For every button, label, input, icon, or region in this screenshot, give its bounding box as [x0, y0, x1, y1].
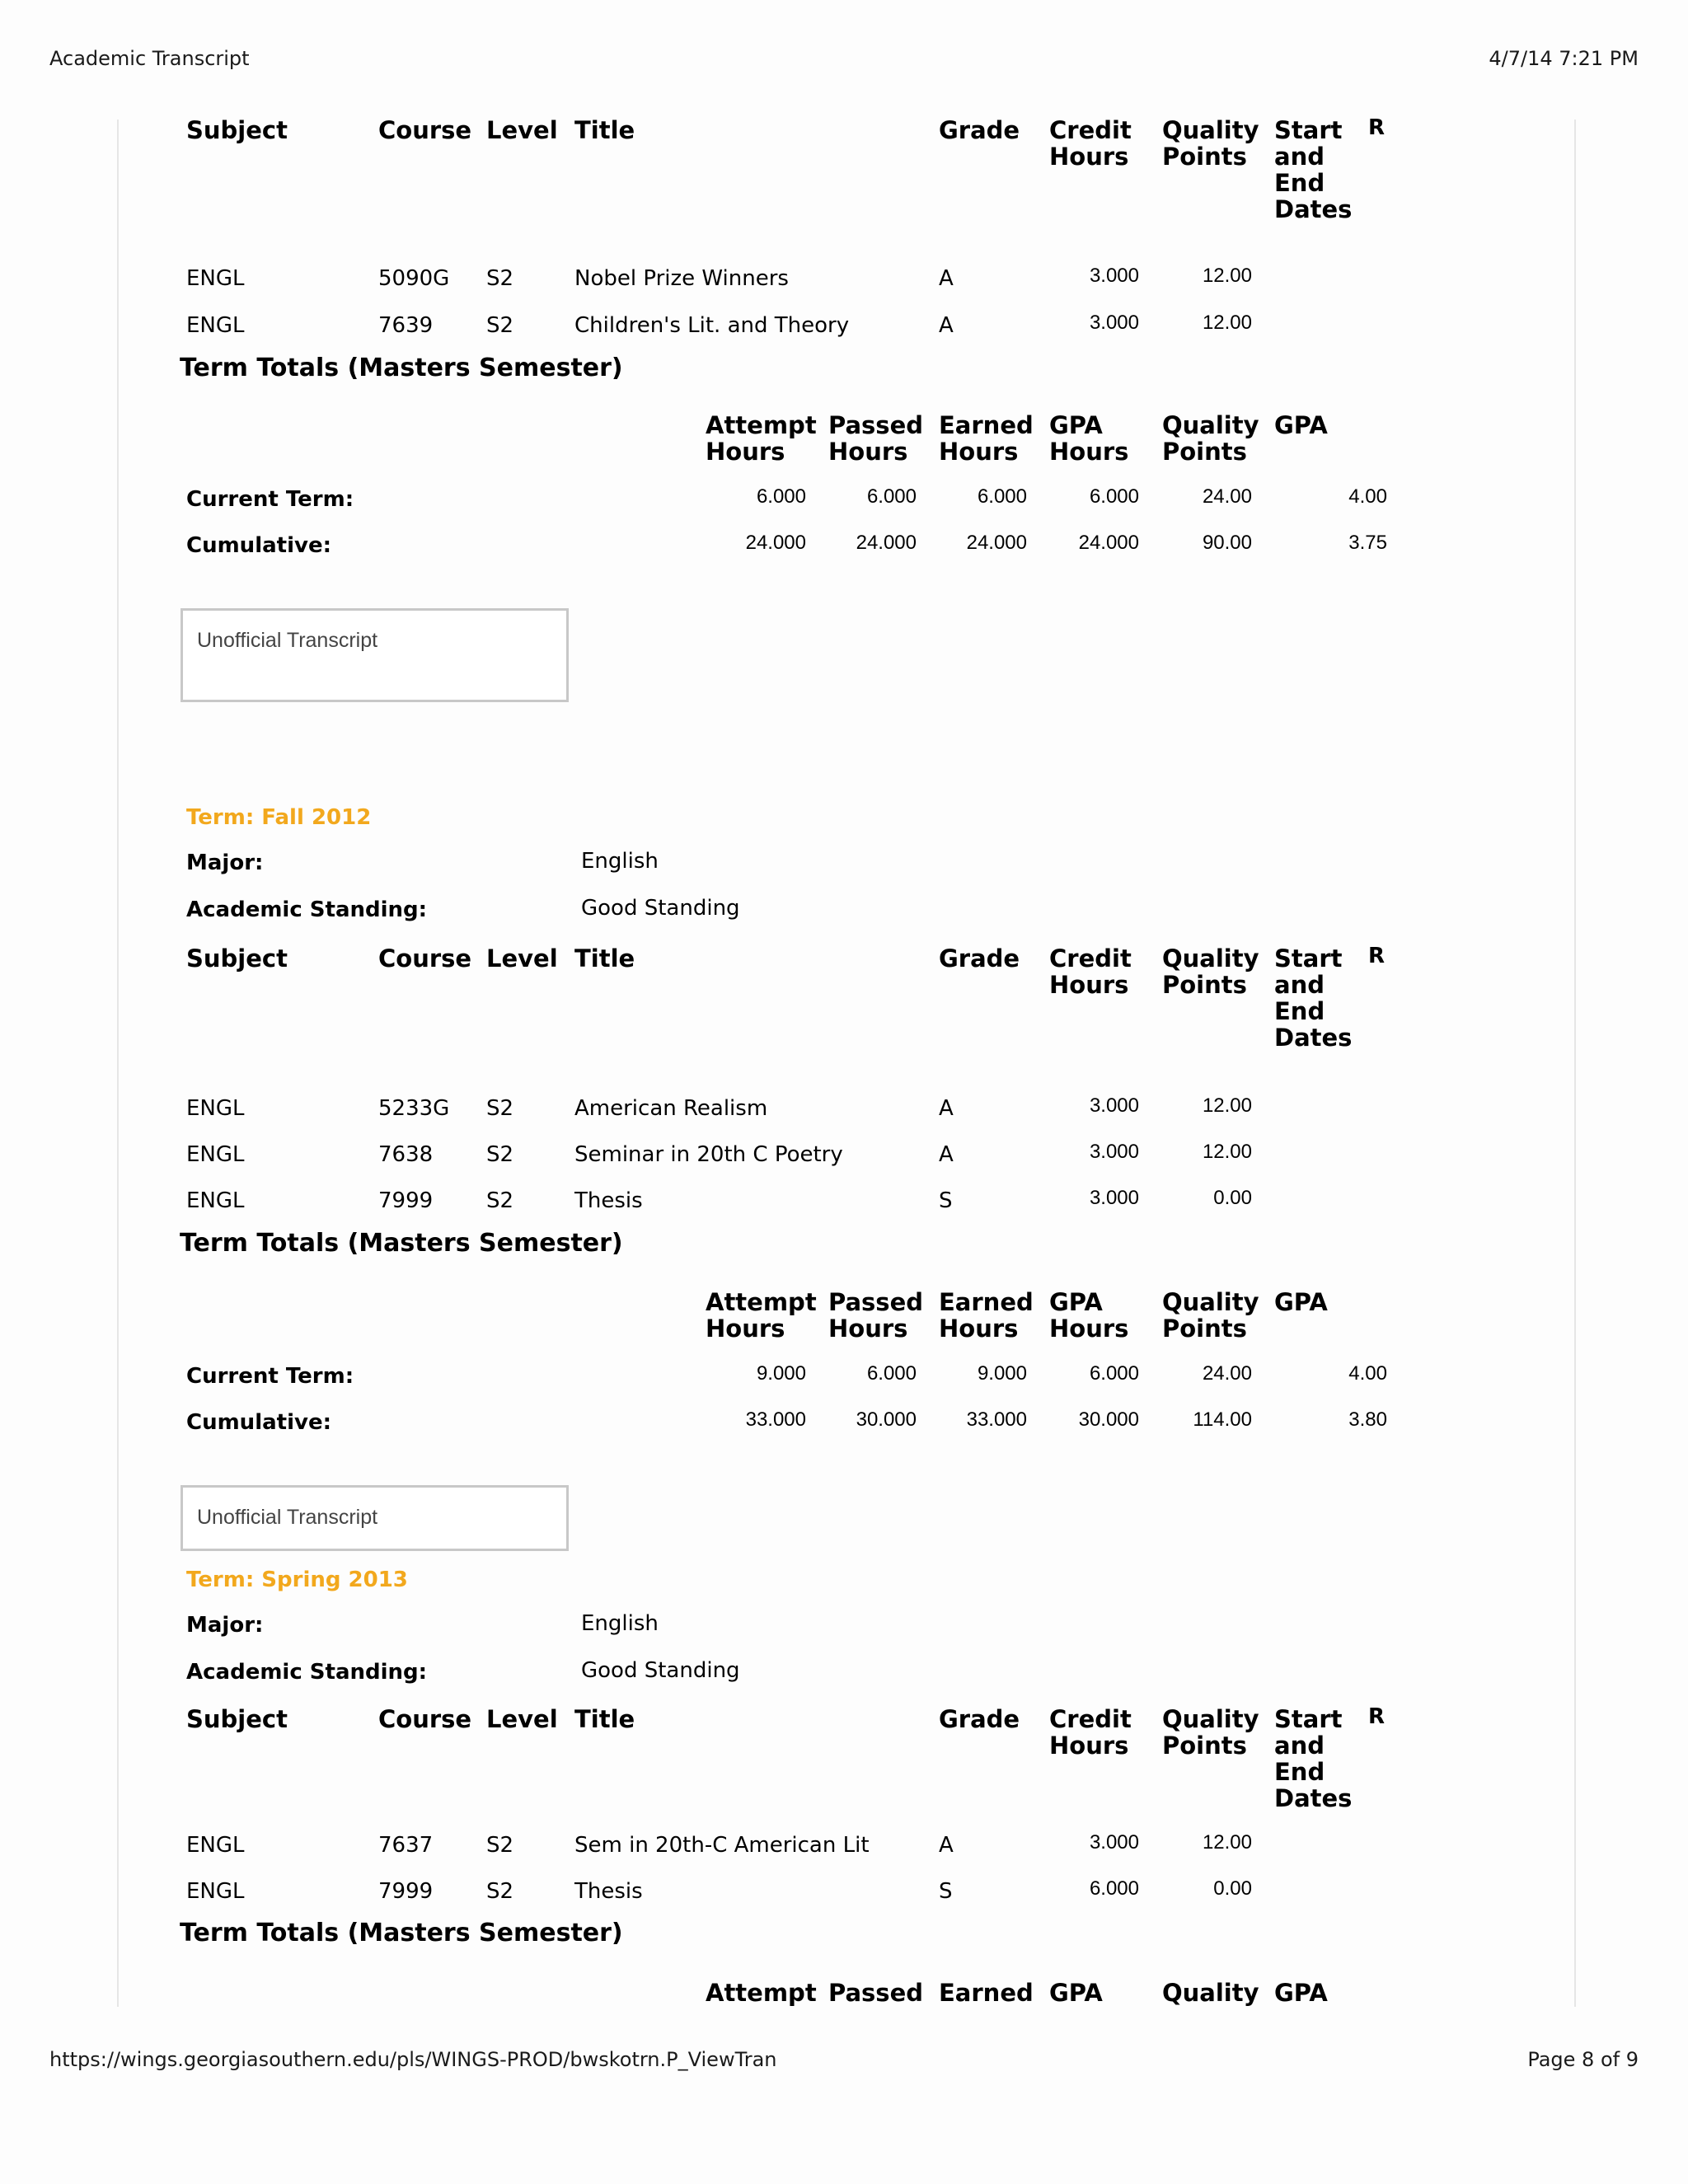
sec0-current-gpa_hours: 6.000	[1089, 485, 1139, 508]
sec0-current-passed: 6.000	[866, 485, 917, 508]
sec1-col-course: Course	[378, 944, 472, 972]
sec0-row1-title: Children's Lit. and Theory	[574, 313, 850, 338]
sec1-tot-hdr-passed: Passed Hours	[828, 1288, 923, 1343]
sec1-row0-course: 5233G	[378, 1096, 450, 1121]
sec0-row0-quality-points: 12.00	[1202, 265, 1252, 287]
sec1-current-earned: 9.000	[977, 1362, 1027, 1385]
sec1-cumulative-passed: 30.000	[856, 1408, 917, 1431]
sec1-unofficial-transcript-label: Unofficial Transcript	[197, 1506, 378, 1529]
sec1-tot-hdr-qp: Quality Points	[1162, 1288, 1259, 1343]
sec2-row1-credit-hours: 6.000	[1089, 1877, 1139, 1900]
sec1-row2-credit-hours: 3.000	[1089, 1187, 1139, 1209]
sec2-row1-quality-points: 0.00	[1213, 1877, 1252, 1900]
sec2-col-title: Title	[574, 1705, 635, 1733]
sec1-row2-grade: S	[939, 1188, 953, 1213]
sec2-col-level: Level	[486, 1705, 558, 1733]
sec0-col-title: Title	[574, 116, 635, 144]
sec2-term-heading: Term: Spring 2013	[186, 1568, 408, 1592]
sec1-row1-credit-hours: 3.000	[1089, 1141, 1139, 1163]
sec1-row0-subject: ENGL	[186, 1096, 245, 1121]
sec1-cumulative-gpa_hours: 30.000	[1078, 1408, 1139, 1431]
sec2-col-credit-hours: Credit Hours	[1049, 1705, 1132, 1760]
sec1-col-r: R	[1368, 944, 1386, 968]
page-header-datetime: 4/7/14 7:21 PM	[1489, 47, 1639, 70]
sec1-col-subject: Subject	[186, 944, 288, 972]
sec0-current-gpa: 4.00	[1348, 485, 1387, 508]
sec2-col-grade: Grade	[939, 1705, 1020, 1733]
sec2-tot-hdr-qp: Quality	[1162, 1979, 1259, 2007]
sec0-current-attempt: 6.000	[756, 485, 806, 508]
sec2-row0-quality-points: 12.00	[1202, 1831, 1252, 1854]
sec0-col-r: R	[1368, 115, 1386, 140]
sec1-cumulative-earned: 33.000	[966, 1408, 1027, 1431]
sec1-major-value: English	[581, 849, 659, 874]
sec1-row2-subject: ENGL	[186, 1188, 245, 1213]
sec2-row0-subject: ENGL	[186, 1833, 245, 1858]
sec0-unofficial-transcript-box	[181, 608, 569, 702]
sec1-current-qp: 24.00	[1202, 1362, 1252, 1385]
sec2-standing-value: Good Standing	[581, 1658, 740, 1683]
sec1-row1-title: Seminar in 20th C Poetry	[574, 1142, 843, 1167]
sec0-tot-hdr-earned: Earned Hours	[939, 411, 1034, 466]
sec2-tot-hdr-attempt: Attempt	[706, 1979, 817, 2007]
sec0-current-label: Current Term:	[186, 487, 354, 512]
sec1-col-title: Title	[574, 944, 635, 972]
sec0-col-grade: Grade	[939, 116, 1020, 144]
sec0-row1-grade: A	[939, 313, 954, 338]
sec0-cumulative-passed: 24.000	[856, 532, 917, 554]
sec0-row1-level: S2	[486, 313, 514, 338]
sec2-standing-label: Academic Standing:	[186, 1660, 428, 1685]
sec1-current-passed: 6.000	[866, 1362, 917, 1385]
sec1-cumulative-label: Cumulative:	[186, 1410, 331, 1435]
sec1-unofficial-transcript-box	[181, 1485, 569, 1551]
sec2-row0-level: S2	[486, 1833, 514, 1858]
frame-right-border	[1574, 120, 1576, 2007]
sec0-cumulative-label: Cumulative:	[186, 533, 331, 558]
sec2-tot-hdr-earned: Earned	[939, 1979, 1034, 2007]
sec1-tot-hdr-earned: Earned Hours	[939, 1288, 1034, 1343]
sec0-row0-title: Nobel Prize Winners	[574, 266, 789, 291]
sec0-col-quality-points: Quality Points	[1162, 116, 1259, 171]
sec2-row1-subject: ENGL	[186, 1879, 245, 1904]
sec0-col-subject: Subject	[186, 116, 288, 144]
sec2-row1-title: Thesis	[574, 1879, 643, 1904]
sec0-current-earned: 6.000	[977, 485, 1027, 508]
sec0-col-course: Course	[378, 116, 472, 144]
sec0-cumulative-earned: 24.000	[966, 532, 1027, 554]
sec1-row1-quality-points: 12.00	[1202, 1141, 1252, 1163]
sec0-current-qp: 24.00	[1202, 485, 1252, 508]
sec2-row0-credit-hours: 3.000	[1089, 1831, 1139, 1854]
sec0-tot-hdr-qp: Quality Points	[1162, 411, 1259, 466]
sec1-col-start-end-dates: Start and End Dates	[1274, 944, 1353, 1052]
sec1-row0-grade: A	[939, 1096, 954, 1121]
sec0-row0-credit-hours: 3.000	[1089, 265, 1139, 287]
sec2-row0-course: 7637	[378, 1833, 434, 1858]
sec1-row1-grade: A	[939, 1142, 954, 1167]
sec2-col-quality-points: Quality Points	[1162, 1705, 1259, 1760]
sec1-tot-hdr-gpa: GPA	[1274, 1288, 1328, 1316]
page-header-title: Academic Transcript	[49, 47, 250, 70]
sec1-major-label: Major:	[186, 851, 264, 875]
sec1-current-gpa_hours: 6.000	[1089, 1362, 1139, 1385]
sec1-row2-quality-points: 0.00	[1213, 1187, 1252, 1209]
sec0-term-totals-heading: Term Totals (Masters Semester)	[180, 354, 623, 382]
sec2-row1-grade: S	[939, 1879, 953, 1904]
page-footer-page-number: Page 8 of 9	[1527, 2048, 1639, 2071]
sec1-tot-hdr-gpa_hours: GPA Hours	[1049, 1288, 1129, 1343]
sec2-major-value: English	[581, 1611, 659, 1636]
sec1-row0-title: American Realism	[574, 1096, 768, 1121]
sec2-col-start-end-dates: Start and End Dates	[1274, 1705, 1353, 1812]
frame-left-border	[117, 120, 119, 2007]
sec0-tot-hdr-attempt: Attempt Hours	[706, 411, 817, 466]
sec1-col-quality-points: Quality Points	[1162, 944, 1259, 999]
sec0-cumulative-qp: 90.00	[1202, 532, 1252, 554]
sec0-row1-course: 7639	[378, 313, 434, 338]
sec2-tot-hdr-gpa_hours: GPA	[1049, 1979, 1103, 2007]
sec2-row0-title: Sem in 20th-C American Lit	[574, 1833, 870, 1858]
sec0-row0-subject: ENGL	[186, 266, 245, 291]
sec0-row1-credit-hours: 3.000	[1089, 312, 1139, 334]
sec2-row1-course: 7999	[378, 1879, 434, 1904]
sec0-cumulative-attempt: 24.000	[745, 532, 806, 554]
sec1-cumulative-gpa: 3.80	[1348, 1408, 1387, 1431]
sec1-cumulative-attempt: 33.000	[745, 1408, 806, 1431]
sec2-tot-hdr-gpa: GPA	[1274, 1979, 1328, 2007]
sec1-row1-level: S2	[486, 1142, 514, 1167]
sec0-tot-hdr-gpa: GPA	[1274, 411, 1328, 439]
sec0-row0-course: 5090G	[378, 266, 450, 291]
sec0-tot-hdr-passed: Passed Hours	[828, 411, 923, 466]
sec2-row0-grade: A	[939, 1833, 954, 1858]
sec1-row0-level: S2	[486, 1096, 514, 1121]
sec0-col-start-end-dates: Start and End Dates	[1274, 116, 1353, 223]
sec0-row1-quality-points: 12.00	[1202, 312, 1252, 334]
sec0-tot-hdr-gpa_hours: GPA Hours	[1049, 411, 1129, 466]
sec1-row1-course: 7638	[378, 1142, 434, 1167]
sec2-col-r: R	[1368, 1704, 1386, 1729]
sec2-col-subject: Subject	[186, 1705, 288, 1733]
sec1-standing-value: Good Standing	[581, 896, 740, 921]
sec0-cumulative-gpa_hours: 24.000	[1078, 532, 1139, 554]
sec1-tot-hdr-attempt: Attempt Hours	[706, 1288, 817, 1343]
sec1-col-grade: Grade	[939, 944, 1020, 972]
sec1-standing-label: Academic Standing:	[186, 898, 428, 922]
sec1-row1-subject: ENGL	[186, 1142, 245, 1167]
sec2-major-label: Major:	[186, 1613, 264, 1638]
sec0-col-credit-hours: Credit Hours	[1049, 116, 1132, 171]
sec1-term-heading: Term: Fall 2012	[186, 805, 372, 830]
sec2-tot-hdr-passed: Passed	[828, 1979, 923, 2007]
sec1-col-credit-hours: Credit Hours	[1049, 944, 1132, 999]
sec0-row0-level: S2	[486, 266, 514, 291]
sec1-current-attempt: 9.000	[756, 1362, 806, 1385]
sec1-current-label: Current Term:	[186, 1364, 354, 1389]
sec1-col-level: Level	[486, 944, 558, 972]
sec0-unofficial-transcript-label: Unofficial Transcript	[197, 629, 378, 652]
sec0-cumulative-gpa: 3.75	[1348, 532, 1387, 554]
sec1-row0-credit-hours: 3.000	[1089, 1094, 1139, 1117]
sec1-row2-course: 7999	[378, 1188, 434, 1213]
sec0-row0-grade: A	[939, 266, 954, 291]
sec1-current-gpa: 4.00	[1348, 1362, 1387, 1385]
sec1-term-totals-heading: Term Totals (Masters Semester)	[180, 1229, 623, 1258]
sec1-row2-title: Thesis	[574, 1188, 643, 1213]
sec0-col-level: Level	[486, 116, 558, 144]
sec1-cumulative-qp: 114.00	[1193, 1408, 1252, 1431]
sec1-row2-level: S2	[486, 1188, 514, 1213]
sec2-term-totals-heading: Term Totals (Masters Semester)	[180, 1919, 623, 1947]
page-footer-url[interactable]: https://wings.georgiasouthern.edu/pls/WINGS-PROD/bwskotrn.P_ViewTran	[49, 2048, 777, 2071]
sec2-row1-level: S2	[486, 1879, 514, 1904]
sec1-row0-quality-points: 12.00	[1202, 1094, 1252, 1117]
sec0-row1-subject: ENGL	[186, 313, 245, 338]
sec2-col-course: Course	[378, 1705, 472, 1733]
